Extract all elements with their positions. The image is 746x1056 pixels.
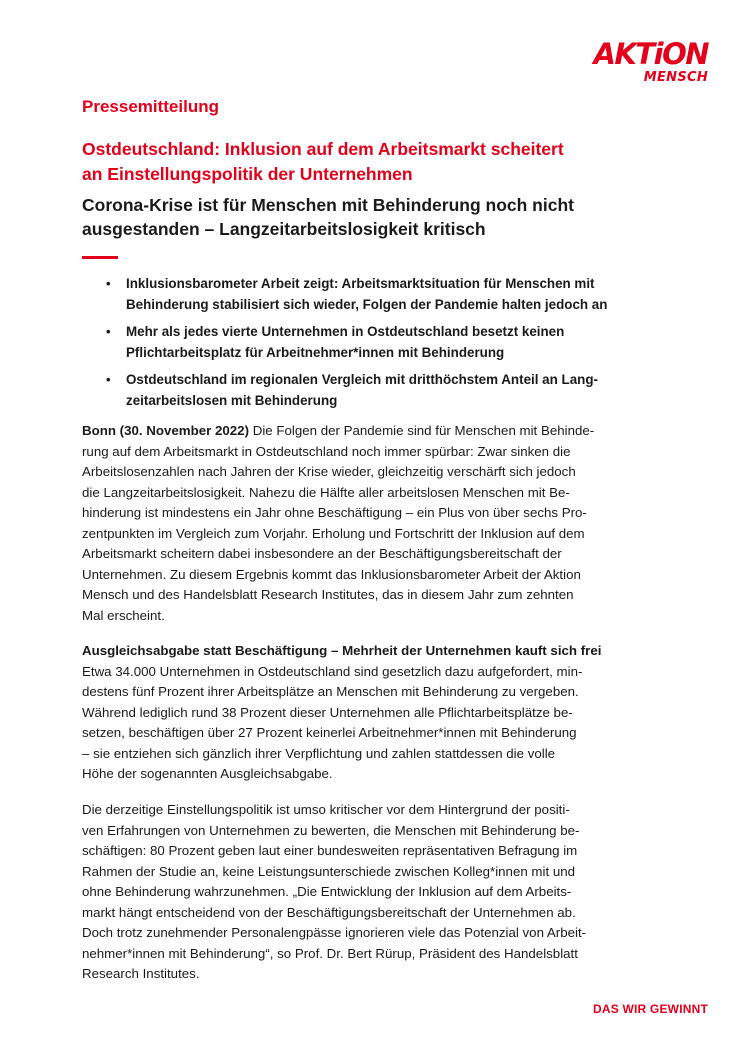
list-item-line: Behinderung stabilisiert sich wieder, Folgen der Pandemie halten jedoch an — [126, 296, 608, 312]
document-type-label: Pressemitteilung — [82, 97, 219, 116]
list-item — [82, 322, 642, 363]
list-item — [82, 370, 642, 411]
section-ausgleichsabgabe — [82, 641, 634, 785]
paragraph-line: schäftigen: 80 Prozent geben laut einer bundesweiten repräsentativen Befragung im — [82, 843, 578, 858]
paragraph-line: Etwa 34.000 Unternehmen in Ostdeutschland sind gesetzlich dazu aufgefordert, min- — [82, 663, 583, 679]
aktion-mensch-logo — [584, 38, 708, 90]
paragraph-line: ven Erfahrungen von Unternehmen zu bewerten, die Menschen mit Behinderung be- — [82, 822, 580, 838]
footer-claim: DAS WIR GEWINNT — [593, 1002, 708, 1016]
section-heading: Ausgleichsabgabe statt Beschäftigung – Mehrheit der Unternehmen kauft sich frei — [82, 643, 602, 658]
paragraph-line: die Langzeitarbeitslosigkeit. Nahezu die Hälfte aller arbeitslosen Menschen mit Be- — [82, 484, 570, 500]
list-item-line: Inklusionsbarometer Arbeit zeigt: Arbeitsmarktsituation für Menschen mit — [126, 276, 595, 291]
intro-paragraph — [82, 421, 634, 626]
headline — [82, 137, 682, 187]
paragraph-line: zentpunkten im Vergleich zum Vorjahr. Erholung und Fortschritt der Inklusion auf dem — [82, 525, 585, 541]
paragraph-line: hinderung ist mindestens ein Jahr ohne Beschäftigung – ein Plus von über sechs Pro- — [82, 505, 587, 520]
logo-subline: MENSCH — [643, 70, 708, 85]
paragraph-text: Die Folgen der Pandemie sind für Menschen mit Behinde- — [249, 423, 595, 438]
list-item — [82, 274, 642, 315]
paragraph-line: nehmer*innen mit Behinderung“, so Prof. Dr. Bert Rürup, Präsident des Handelsblatt — [82, 945, 578, 961]
paragraph-line: Die derzeitige Einstellungspolitik ist umso kritischer vor dem Hintergrund der positi- — [82, 802, 570, 817]
paragraph-line: Unternehmen. Zu diesem Ergebnis kommt das Inklusionsbarometer Arbeit der Aktion — [82, 566, 581, 582]
key-points-list — [82, 274, 642, 418]
paragraph-line: Mensch und des Handelsblatt Research Institutes, das in diesem Jahr zum zehnten — [82, 587, 574, 602]
paragraph-line: Rahmen der Studie an, keine Leistungsunterschiede zwischen Kolleg*innen mit und — [82, 863, 576, 879]
subheadline-line: ausgestanden – Langzeitarbeitslosigkeit kritisch — [82, 219, 486, 239]
subheadline-line: Corona-Krise ist für Menschen mit Behinderung noch nicht — [82, 195, 574, 215]
dateline: Bonn (30. November 2022) — [82, 423, 250, 438]
paragraph-line — [82, 421, 634, 442]
paragraph-line: setzen, beschäftigen über 27 Prozent keinerlei Arbeitnehmer*innen mit Behinderung — [82, 725, 577, 740]
accent-divider — [82, 256, 118, 259]
bullet-icon: • — [106, 372, 111, 387]
paragraph-line: Arbeitsmarkt scheitern dabei insbesondere an der Beschäftigungsbereitschaft der — [82, 546, 562, 561]
paragraph-line: Mal erscheint. — [82, 607, 165, 623]
bullet-icon: • — [106, 276, 111, 291]
paragraph-line: Höhe der sogenannten Ausgleichsabgabe. — [82, 766, 333, 781]
paragraph-line: Während lediglich rund 38 Prozent dieser Unternehmen alle Pflichtarbeitsplätze be- — [82, 704, 573, 720]
subheadline — [82, 193, 682, 241]
paragraph-line: markt hängt entscheidend von der Beschäftigungsbereitschaft der Unternehmen ab. — [82, 904, 576, 920]
headline-line: an Einstellungspolitik der Unternehmen — [82, 164, 413, 184]
bullet-icon: • — [106, 324, 111, 339]
paragraph-line: Arbeitslosenzahlen nach Jahren der Krise wieder, gleichzeitig verschärft sich jedoch — [82, 464, 576, 479]
list-item-line: zeitarbeitslosen mit Behinderung — [126, 392, 338, 408]
logo-wordmark: AKTiON — [593, 37, 708, 71]
paragraph-line: Research Institutes. — [82, 966, 200, 981]
quote-paragraph — [82, 800, 634, 985]
paragraph-line: – sie entziehen sich gänzlich ihrer Verpflichtung und zahlen stattdessen die volle — [82, 745, 556, 761]
paragraph-line: Doch trotz zunehmender Personalengpässe ignorieren viele das Potenzial von Arbeit- — [82, 925, 587, 940]
headline-line: Ostdeutschland: Inklusion auf dem Arbeitsmarkt scheitert — [82, 139, 564, 159]
list-item-line: Pflichtarbeitsplatz für Arbeitnehmer*innen mit Behinderung — [126, 344, 505, 360]
paragraph-line: destens fünf Prozent ihrer Arbeitsplätze an Menschen mit Behinderung zu vergeben. — [82, 684, 579, 699]
list-item-line: Ostdeutschland im regionalen Vergleich mit dritthöchstem Anteil an Lang- — [126, 372, 598, 387]
list-item-line: Mehr als jedes vierte Unternehmen in Ostdeutschland besetzt keinen — [126, 324, 565, 339]
paragraph-line: rung auf dem Arbeitsmarkt in Ostdeutschland noch immer spürbar: Zwar sinken die — [82, 443, 571, 459]
paragraph-line: ohne Behinderung wahrzunehmen. „Die Entwicklung der Inklusion auf dem Arbeits- — [82, 884, 572, 899]
